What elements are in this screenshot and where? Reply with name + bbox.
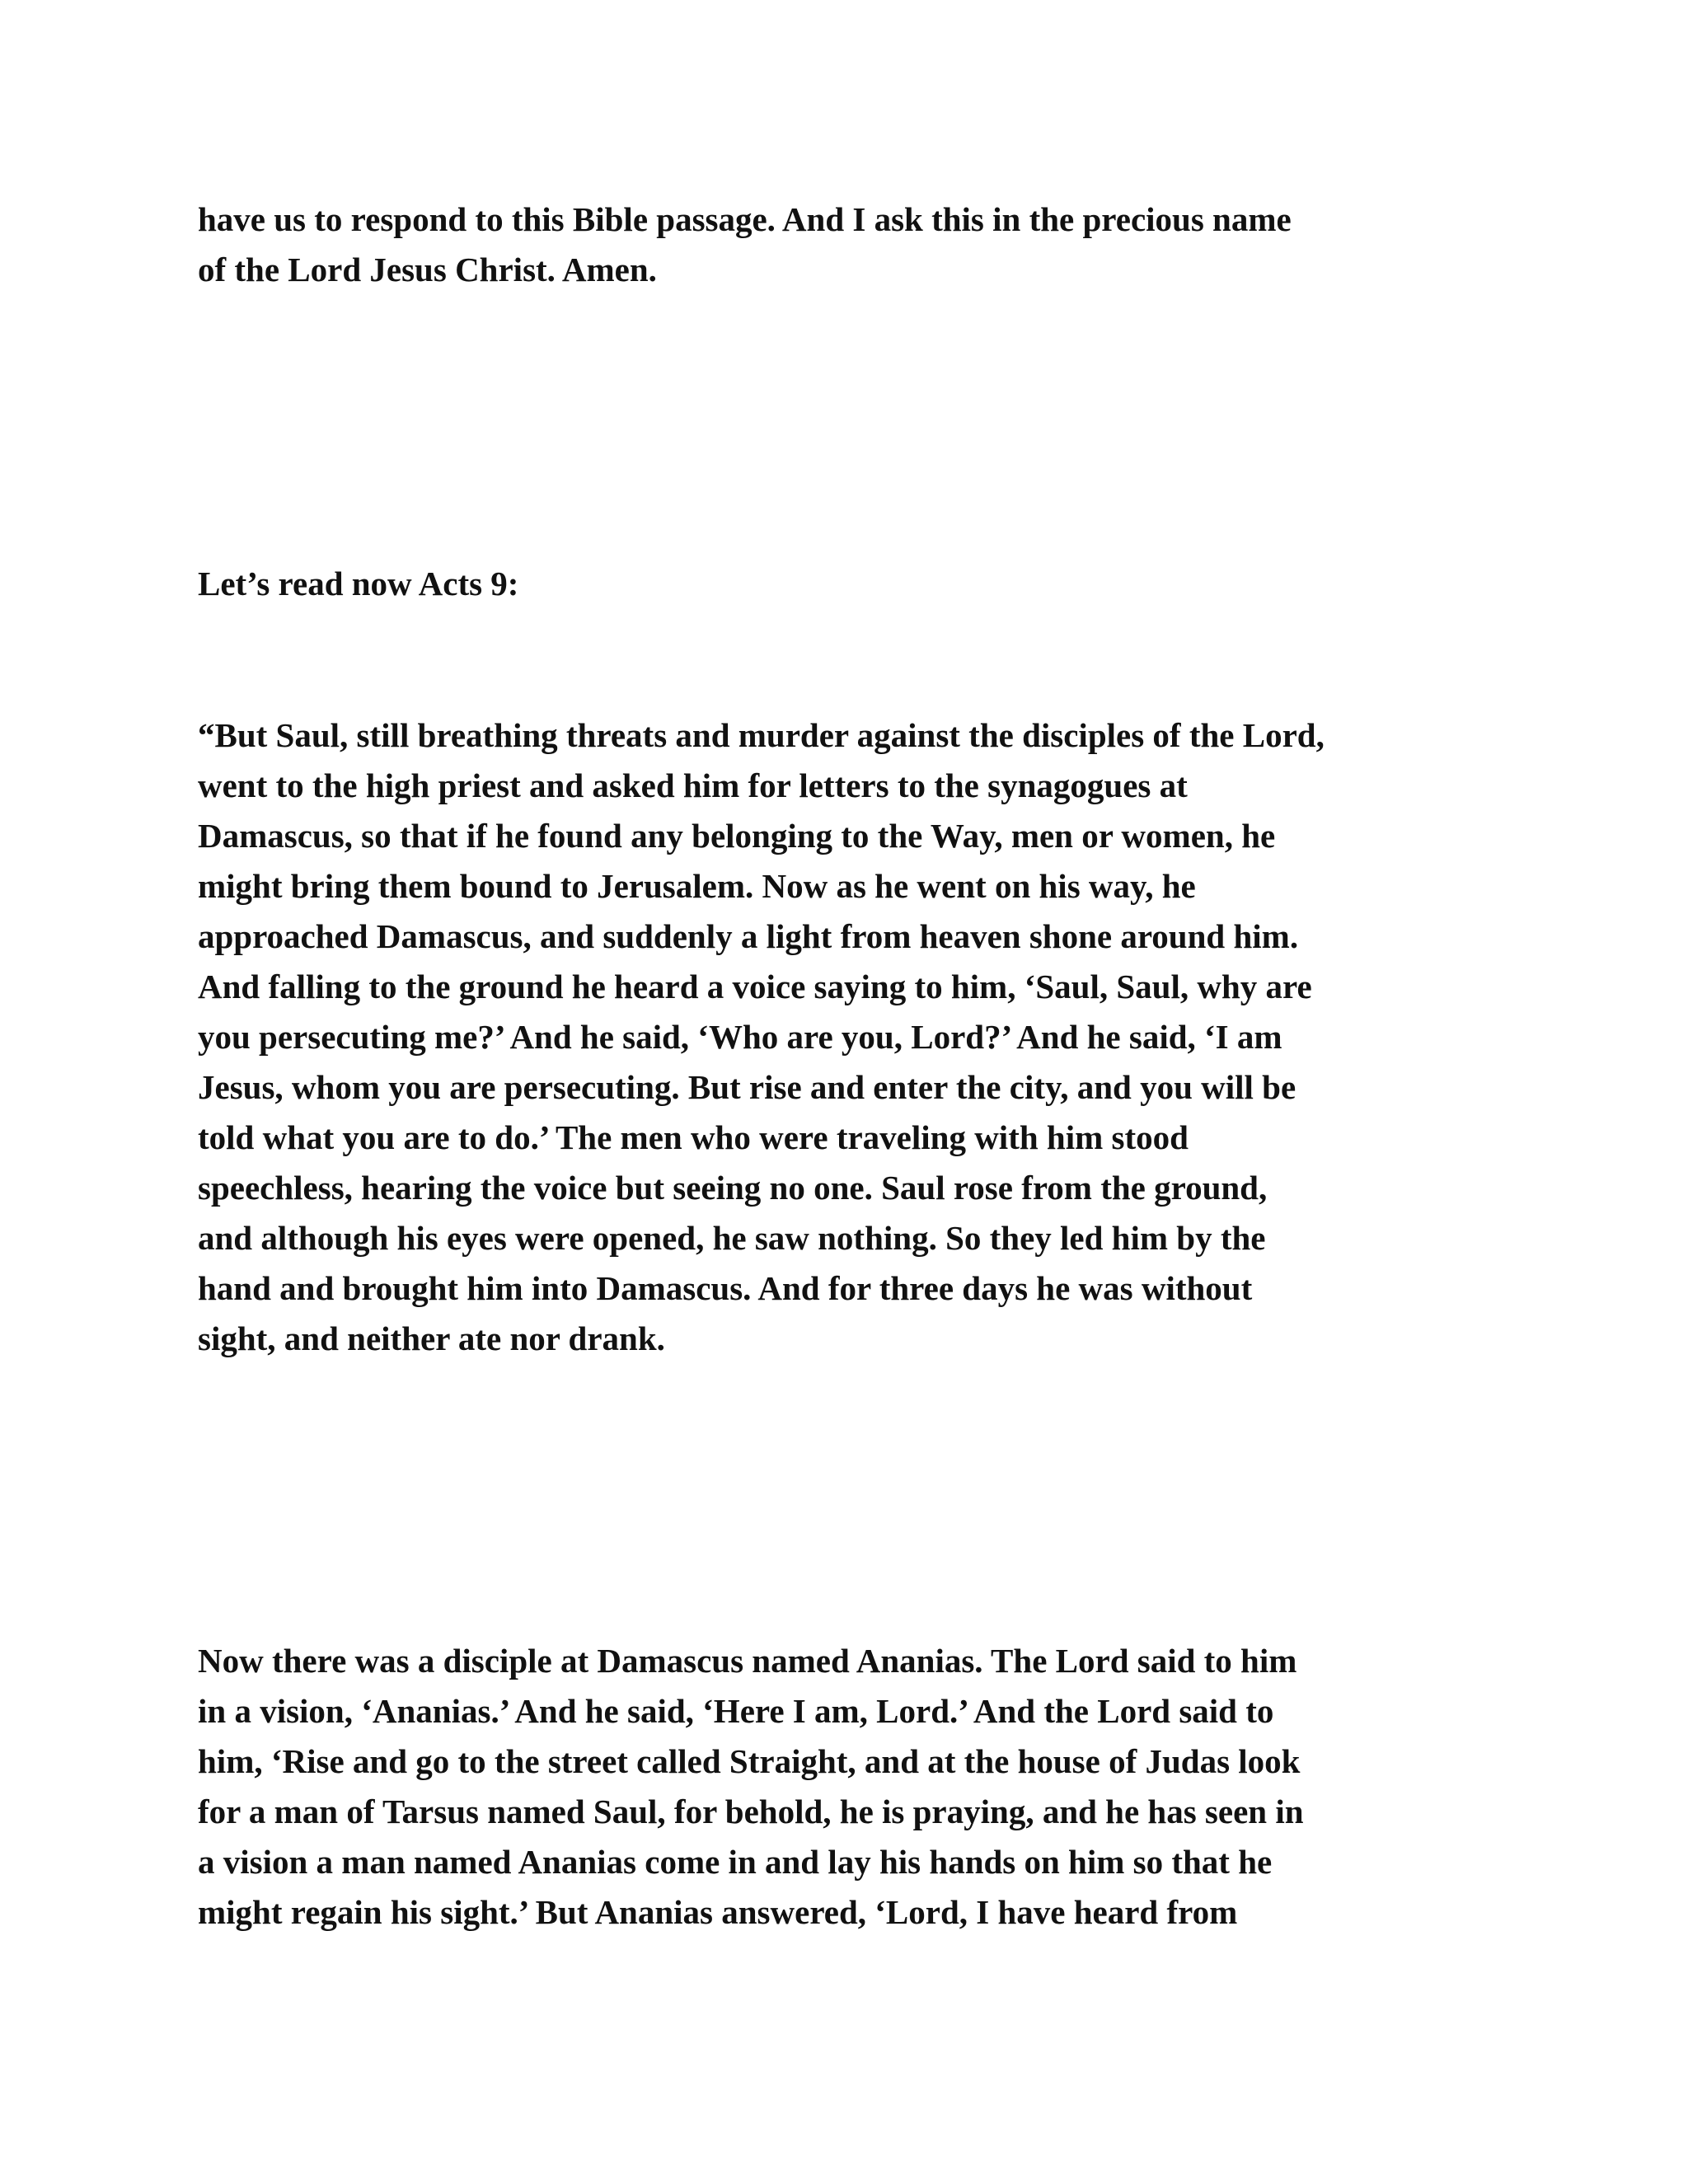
passage-line: sight, and neither ate nor drank. [198, 1319, 665, 1357]
passage-line: went to the high priest and asked him for letters to the synagogues at [198, 766, 1188, 804]
passage-line: you persecuting me?’ And he said, ‘Who are you, Lord?’ And he said, ‘I am [198, 1018, 1282, 1056]
passage-line: Damascus, so that if he found any belonging to the Way, men or women, he [198, 817, 1276, 855]
passage-line: might regain his sight.’ But Ananias answered, ‘Lord, I have heard from [198, 1893, 1238, 1931]
passage-line: And falling to the ground he heard a voice saying to him, ‘Saul, Saul, why are [198, 968, 1312, 1005]
passage-line: approached Damascus, and suddenly a light from heaven shone around him. [198, 917, 1299, 955]
passage-line: Jesus, whom you are persecuting. But rise and enter the city, and you will be [198, 1068, 1296, 1106]
prayer-line: have us to respond to this Bible passage. And I ask this in the precious name [198, 200, 1292, 238]
reading-intro-text: Let’s read now Acts 9: [198, 565, 519, 602]
passage-line: a vision a man named Ananias come in and lay his hands on him so that he [198, 1843, 1273, 1881]
scripture-passage-paragraph-1 [198, 710, 1484, 1364]
passage-line: for a man of Tarsus named Saul, for behold, he is praying, and he has seen in [198, 1793, 1304, 1830]
passage-line: him, ‘Rise and go to the street called Straight, and at the house of Judas look [198, 1742, 1301, 1780]
reading-intro-heading [198, 559, 1484, 609]
passage-line: hand and brought him into Damascus. And for three days he was without [198, 1269, 1253, 1307]
passage-line: Now there was a disciple at Damascus named Ananias. The Lord said to him [198, 1642, 1297, 1680]
scripture-passage-paragraph-2 [198, 1636, 1484, 1938]
passage-line: and although his eyes were opened, he saw nothing. So they led him by the [198, 1219, 1266, 1257]
passage-line: speechless, hearing the voice but seeing no one. Saul rose from the ground, [198, 1169, 1268, 1207]
passage-line: “But Saul, still breathing threats and murder against the disciples of the Lord, [198, 716, 1325, 754]
passage-line: might bring them bound to Jerusalem. Now as he went on his way, he [198, 867, 1196, 905]
prayer-closing-paragraph [198, 194, 1484, 295]
passage-line: told what you are to do.’ The men who were traveling with him stood [198, 1118, 1189, 1156]
prayer-line: of the Lord Jesus Christ. Amen. [198, 251, 657, 288]
passage-line: in a vision, ‘Ananias.’ And he said, ‘Here I am, Lord.’ And the Lord said to [198, 1692, 1274, 1730]
